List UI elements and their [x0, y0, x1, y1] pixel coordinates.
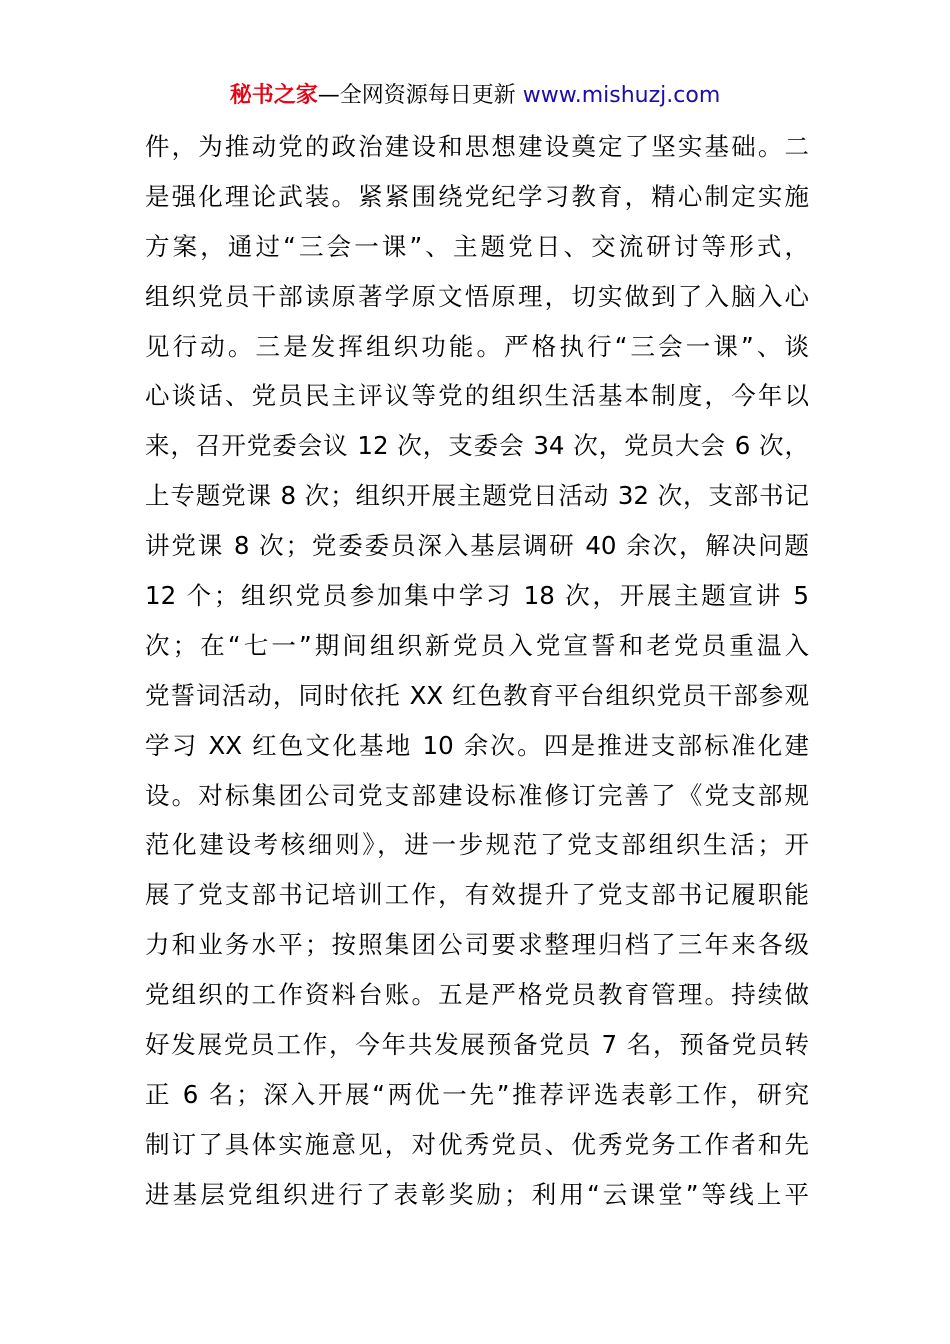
body-line: 来，召开党委会议 12 次，支委会 34 次，党员大会 6 次， — [145, 431, 809, 461]
body-line: 上专题党课 8 次；组织开展主题党日活动 32 次，支部书记 — [145, 481, 809, 511]
page-header — [0, 80, 950, 112]
body-line: 好发展党员工作，今年共发展预备党员 7 名，预备党员转 — [145, 1030, 809, 1060]
body-line: 件，为推动党的政治建设和思想建设奠定了坚实基础。二 — [145, 132, 809, 161]
body-line: 党组织的工作资料台账。五是严格党员教育管理。持续做 — [145, 980, 809, 1010]
body-line: 党誓词活动，同时依托 XX 红色教育平台组织党员干部参观 — [145, 680, 809, 710]
body-line: 方案，通过“三会一课”、主题党日、交流研讨等形式， — [145, 231, 809, 261]
body-line: 力和业务水平；按照集团公司要求整理归档了三年来各级 — [145, 930, 809, 960]
body-line: 进基层党组织进行了表彰奖励；利用“云课堂”等线上平 — [145, 1179, 809, 1209]
body-line: 范化建设考核细则》，进一步规范了党支部组织生活；开 — [145, 830, 809, 860]
body-line: 次；在“七一”期间组织新党员入党宣誓和老党员重温入 — [145, 630, 809, 660]
document-body — [145, 122, 809, 1220]
header-tagline: —全网资源每日更新 — [317, 83, 516, 108]
body-line: 见行动。三是发挥组织功能。严格执行“三会一课”、谈 — [145, 331, 809, 361]
body-line: 制订了具体实施意见，对优秀党员、优秀党务工作者和先 — [145, 1129, 809, 1159]
body-line: 12 个；组织党员参加集中学习 18 次，开展主题宣讲 5 — [145, 581, 809, 611]
body-line: 讲党课 8 次；党委委员深入基层调研 40 余次，解决问题 — [145, 531, 809, 561]
header-brand: 秘书之家 — [229, 83, 318, 108]
body-line: 设。对标集团公司党支部建设标准修订完善了《党支部规 — [145, 780, 809, 810]
body-line: 组织党员干部读原著学原文悟原理，切实做到了入脑入心 — [145, 281, 809, 311]
body-line: 正 6 名；深入开展“两优一先”推荐评选表彰工作，研究 — [145, 1079, 809, 1109]
body-line: 展了党支部书记培训工作，有效提升了党支部书记履职能 — [145, 880, 809, 910]
body-line: 学习 XX 红色文化基地 10 余次。四是推进支部标准化建 — [145, 730, 809, 760]
header-url-link[interactable]: www.mishuzj.com — [522, 83, 721, 108]
body-line: 心谈话、党员民主评议等党的组织生活基本制度，今年以 — [145, 381, 809, 411]
body-line: 是强化理论武装。紧紧围绕党纪学习教育，精心制定实施 — [145, 181, 809, 211]
